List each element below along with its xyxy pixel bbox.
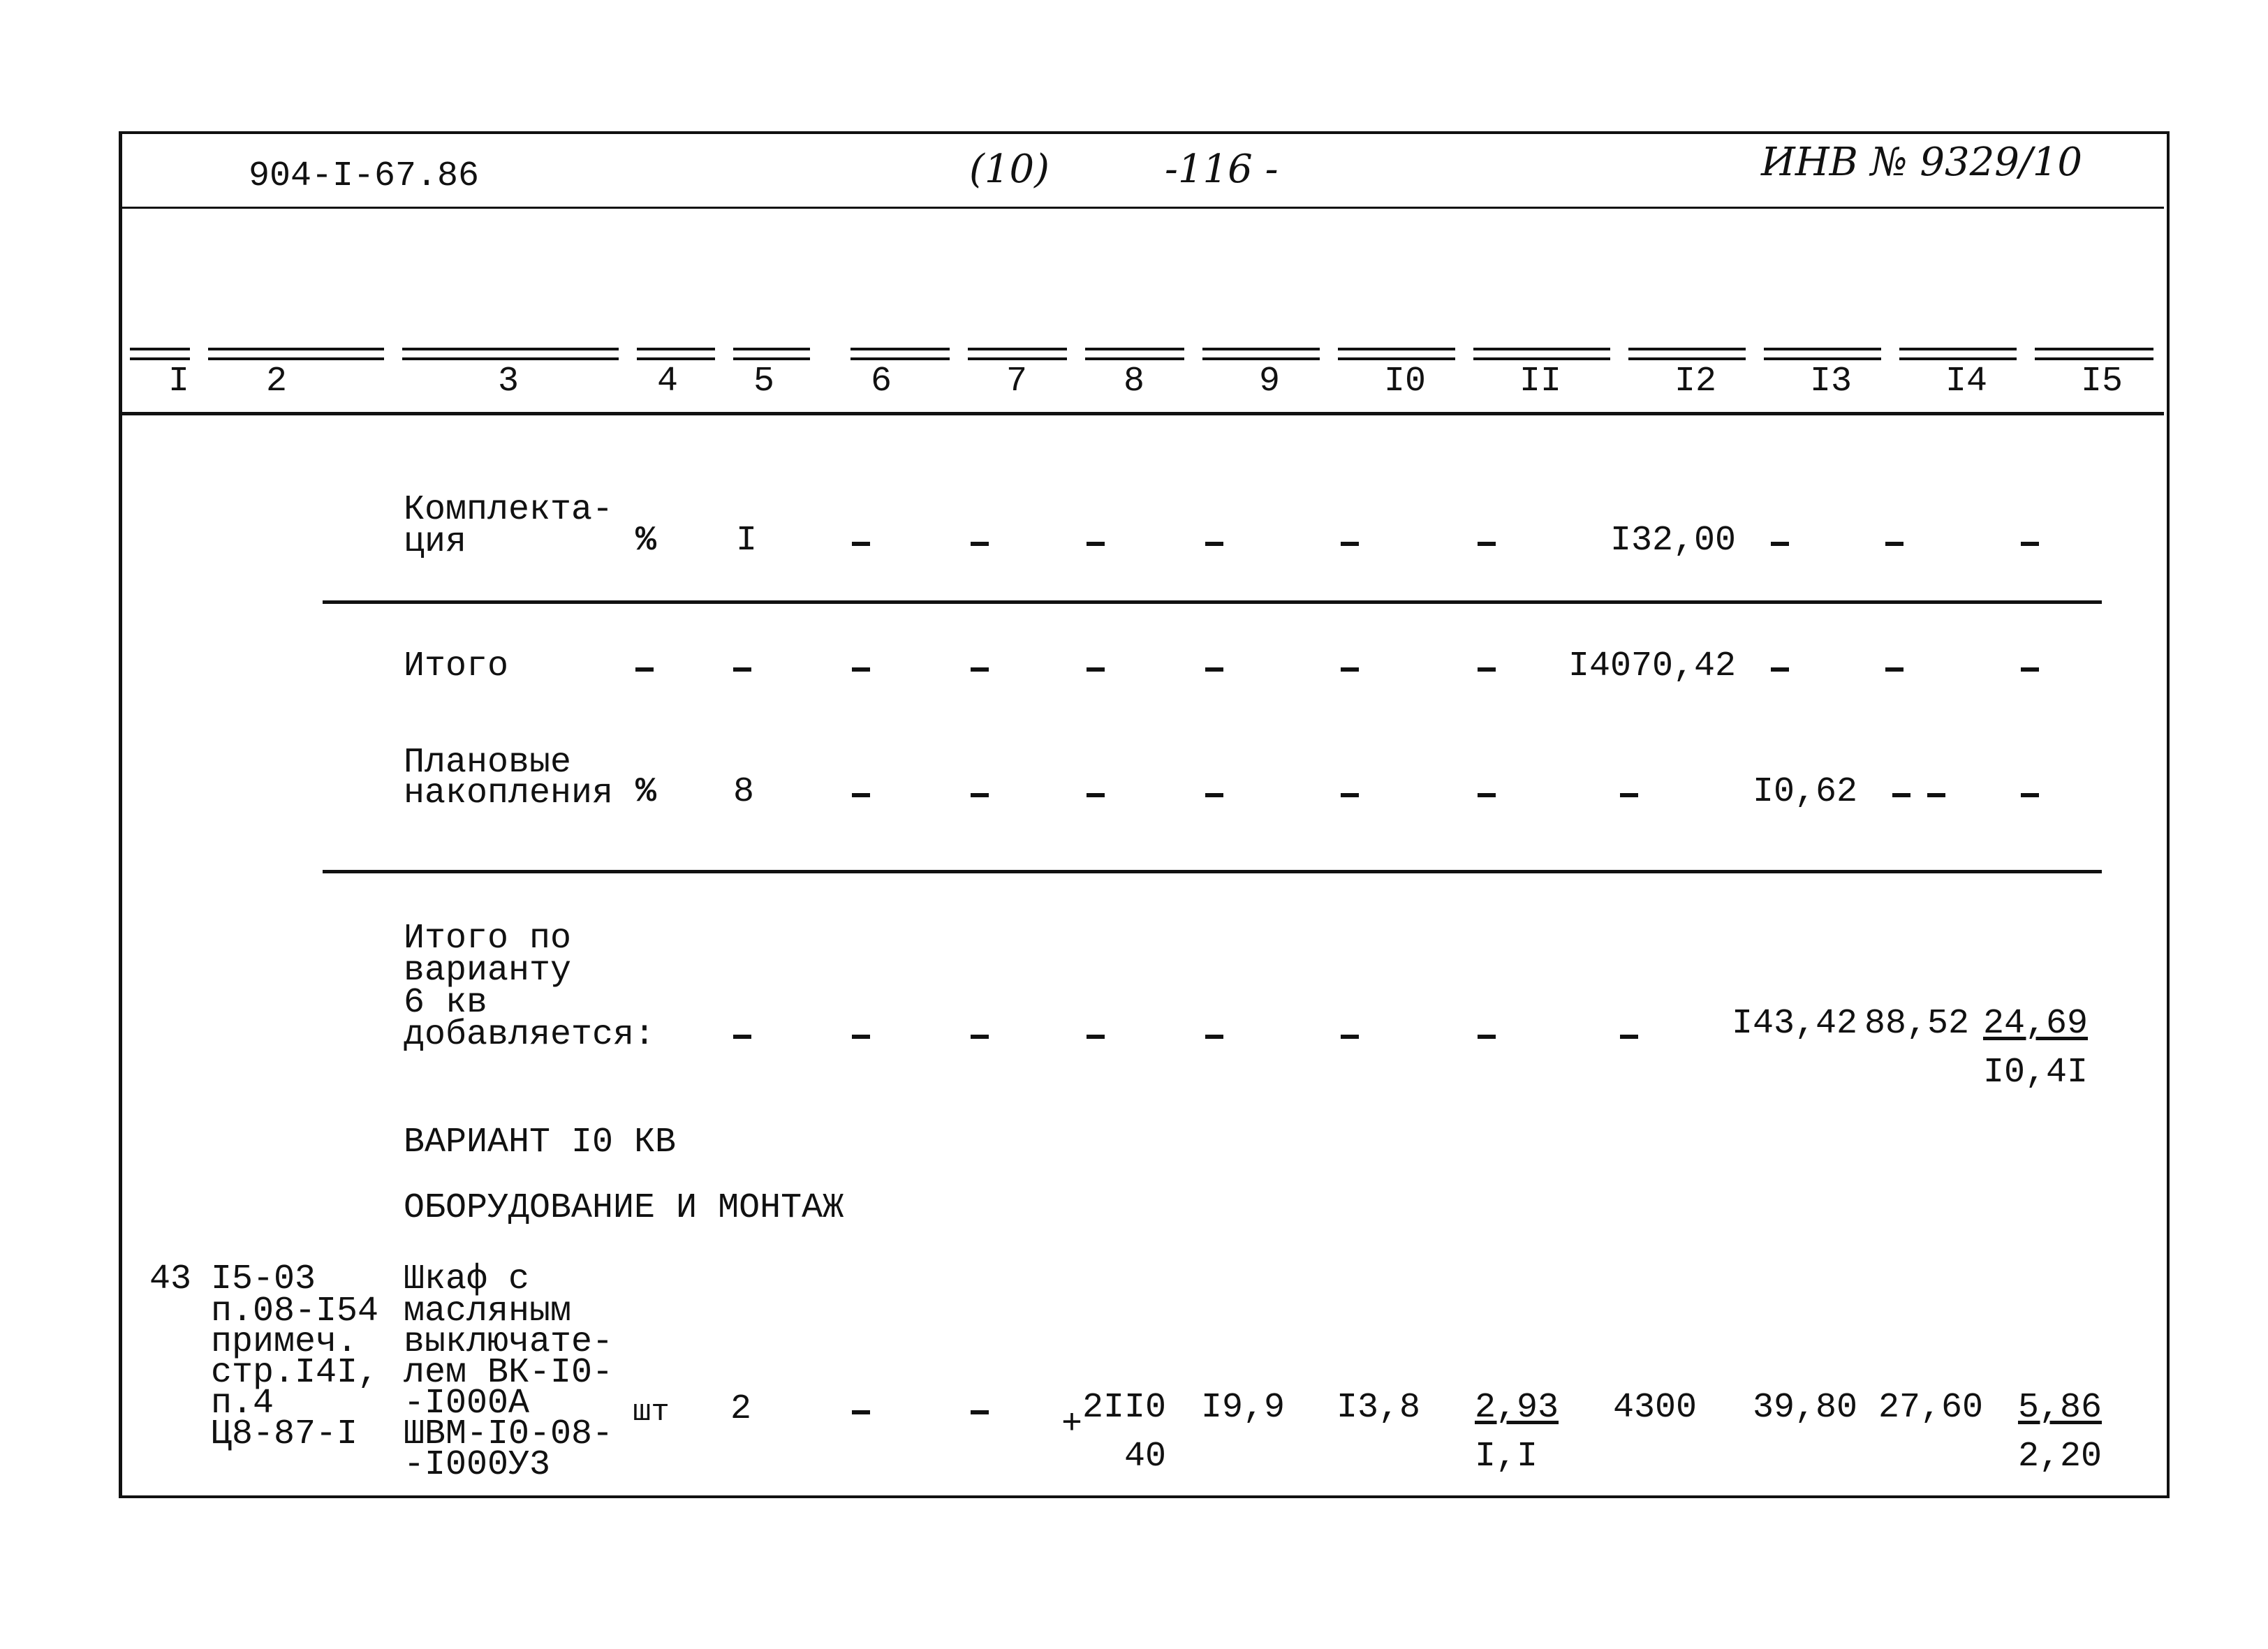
item43-col8-bottom: 40 [1124,1437,1166,1477]
header-double-rule [1628,348,1746,360]
sheet-number-left: (10) [969,147,1050,192]
empty-dash [1927,793,1945,797]
item43-name-4: лем ВК-I0- [404,1353,614,1393]
variant-title: ВАРИАНТ I0 КВ [404,1123,677,1162]
col-1: I [168,362,189,401]
empty-dash [1205,542,1223,546]
item43-name-2: масляным [404,1292,572,1331]
empty-dash [2021,667,2039,672]
plan-name-2: накопления [404,774,614,813]
itogo-var-name-2: варианту [404,951,572,991]
item43-code-6: Ц8-87-I [211,1414,358,1454]
item43-col14: 27,60 [1878,1388,1983,1428]
itogo-var-name-4: добавляется: [404,1015,656,1055]
plan-name-1: Плановые [404,743,572,783]
col-3: 3 [497,362,519,401]
header-double-rule [402,348,619,360]
header-double-rule [1764,348,1881,360]
col-15: I5 [2080,362,2123,401]
col-14: I4 [1945,362,1987,401]
plan-qty: 8 [733,772,755,812]
empty-dash [1341,667,1359,672]
empty-dash [1771,542,1789,546]
col-11: II [1519,362,1561,401]
itogo-name: Итого [404,646,509,686]
item43-col12: 4300 [1613,1388,1698,1428]
page-number: -116 - [1165,147,1279,192]
itogo-var-col13: I43,42 [1731,1004,1857,1044]
header-double-rule [850,348,950,360]
itogo-var-name-3: 6 кв [404,983,488,1023]
item43-name-7: -I000У3 [404,1445,551,1485]
empty-dash [852,667,870,672]
separator-1 [323,600,2102,604]
empty-dash [733,1035,751,1039]
item43-col8-top: 2II0 [1082,1388,1166,1428]
empty-dash [971,793,989,797]
empty-dash [971,1410,989,1414]
komplekt-unit: % [635,521,657,561]
header-double-rule [637,348,715,360]
header-double-rule [1338,348,1455,360]
empty-dash [1341,793,1359,797]
col-7: 7 [1006,362,1027,401]
empty-dash [1205,667,1223,672]
item43-col15-bottom: 2,20 [2017,1437,2102,1477]
header-double-rule [1473,348,1610,360]
col-10: I0 [1383,362,1426,401]
empty-dash [1885,542,1904,546]
header-double-rule [1202,348,1320,360]
empty-dash [852,793,870,797]
komplekt-name-1: Комплекта- [404,490,614,530]
komplekt-col12: I32,00 [1610,521,1736,561]
doc-code: 904-I-67.86 [249,156,480,196]
header-double-rule [968,348,1067,360]
header-rule [122,207,2164,209]
item43-code-5: п.4 [211,1384,274,1424]
itogo-var-col14: 88,52 [1864,1004,1969,1044]
empty-dash [852,1410,870,1414]
item43-unit: шт [633,1395,670,1430]
section-title: ОБОРУДОВАНИЕ И МОНТАЖ [404,1188,844,1228]
itogo-var-name-1: Итого по [404,919,572,959]
item43-col11-bottom: I,I [1475,1437,1538,1477]
empty-dash [1087,542,1105,546]
item43-code-3: примеч. [211,1322,358,1362]
itogo-col12: I4070,42 [1568,646,1736,686]
item43-name-5: -I000А [404,1384,530,1424]
col-9: 9 [1258,362,1280,401]
empty-dash [1892,793,1910,797]
empty-dash [971,542,989,546]
empty-dash [1341,1035,1359,1039]
item43-name-6: ШВМ-I0-08- [404,1414,614,1454]
empty-dash [971,1035,989,1039]
item43-qty: 2 [730,1389,752,1429]
empty-dash [1087,667,1105,672]
item43-name-1: Шкаф с [404,1259,530,1299]
col-13: I3 [1809,362,1852,401]
empty-dash [635,667,654,672]
empty-dash [1478,542,1496,546]
col-6: 6 [870,362,892,401]
column-header-rule [122,412,2164,415]
header-double-rule [1899,348,2017,360]
empty-dash [1885,667,1904,672]
inventory-number: ИНВ № 9329/10 [1761,140,2083,185]
komplekt-qty: I [736,521,758,561]
empty-dash [1478,667,1496,672]
item43-code-4: стр.I4I, [211,1353,379,1393]
separator-2 [323,870,2102,873]
item43-col15-top: 5,86 [2017,1388,2102,1428]
header-double-rule [1085,348,1184,360]
empty-dash [971,667,989,672]
col-4: 4 [656,362,678,401]
empty-dash [1087,1035,1105,1039]
header-double-rule [130,348,190,360]
item43-num: 43 [149,1259,192,1299]
item43-col13: 39,80 [1752,1388,1857,1428]
empty-dash [1478,793,1496,797]
empty-dash [1205,1035,1223,1039]
empty-dash [1341,542,1359,546]
item43-col11-top: 2,93 [1475,1388,1559,1428]
empty-dash [1771,667,1789,672]
item43-col9: I9,9 [1201,1388,1286,1428]
plan-col13: I0,62 [1752,772,1857,812]
empty-dash [1620,1035,1638,1039]
empty-dash [2021,542,2039,546]
col-12: I2 [1674,362,1716,401]
empty-dash [1478,1035,1496,1039]
header-double-rule [208,348,384,360]
header-double-rule [2035,348,2153,360]
empty-dash [1087,793,1105,797]
header-double-rule [733,348,810,360]
item43-col10: I3,8 [1336,1388,1421,1428]
komplekt-name-2: ция [404,522,467,562]
empty-dash [852,1035,870,1039]
plan-unit: % [635,772,657,812]
empty-dash [1620,793,1638,797]
empty-dash [852,542,870,546]
itogo-var-col15-bottom: I0,4I [1982,1053,2088,1093]
item43-col8-plus: + [1061,1405,1083,1444]
col-2: 2 [265,362,287,401]
item43-code-2: п.08-I54 [211,1292,379,1331]
item43-name-3: выключате- [404,1322,614,1362]
item43-code-1: I5-03 [211,1259,316,1299]
empty-dash [2021,793,2039,797]
col-5: 5 [753,362,774,401]
itogo-var-col15-top: 24,69 [1982,1004,2088,1044]
empty-dash [733,667,751,672]
col-8: 8 [1123,362,1144,401]
empty-dash [1205,793,1223,797]
